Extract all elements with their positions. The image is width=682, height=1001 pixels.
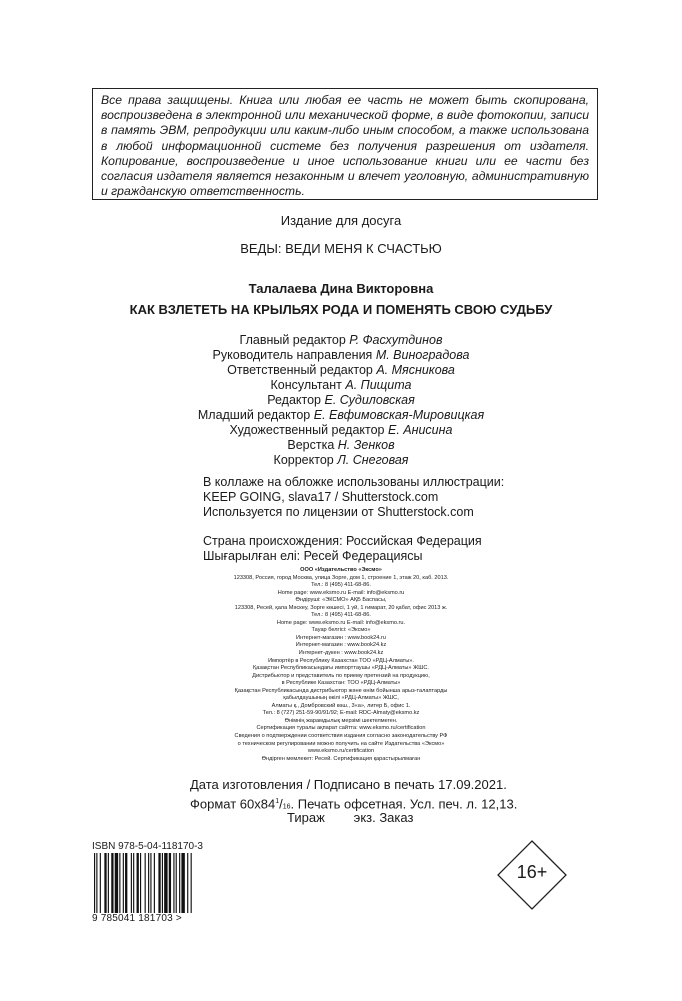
- book-title: КАК ВЗЛЕТЕТЬ НА КРЫЛЬЯХ РОДА И ПОМЕНЯТЬ СВОЮ СУДЬБУ: [129, 302, 553, 317]
- barcode-bar: [154, 853, 155, 913]
- cover-illustration-note: В коллаже на обложке использованы иллюстрации: KEEP GOING, slava17 / Shutterstock.com Используется по лицензии от Shutterstock.com: [203, 475, 505, 519]
- barcode-bar: [131, 853, 132, 913]
- barcode-bar: [148, 853, 149, 913]
- format-line: Формат $60x84^1/16$. Печать офсетная. Усл. печ. л. 12,13.: [190, 796, 518, 812]
- run-order-line: Тираж экз. Заказ: [287, 810, 414, 825]
- barcode-bar: [150, 853, 151, 913]
- credits-list: [0, 333, 682, 468]
- barcode-bar: [191, 853, 192, 913]
- origin-country: Страна происхождения: Российская Федерация Шығарылған елі: Ресей Федерациясы: [203, 534, 482, 563]
- print-date: Дата изготовления / Подписано в печать 17.09.2021.: [190, 777, 507, 792]
- edition-type: Издание для досуга: [280, 213, 402, 228]
- publisher-info: ООО «Издательство «Эксмо» 123308, Россия, город Москва, улица Зорге, дом 1, строение 1, этаж 20, каб. 2013. Тел.: 8 (495) 411-68-86. Home page: www.eksmo.ru E-mail: info@eksmo.ru Өндіруші: «ЭКСМО» АҚБ Баспасы, 123308, Ресей, қала Мәскеу, Зорге көшесі, 1 үй, 1 ғимарат, 20 қабат, офис 2013 ж. Тел.: 8 (495) 411-68-86. Home page: www.eksmo.ru E-mail: info@eksmo.ru. Тауар белгісі: «Эксмо» Интернет-магазин : www.book24.ru Интернет-магазин : www.book24.kz Интернет-дүкен : www.book24.kz Импортёр в Республику Казахстан ТОО «РДЦ-Алматы». Қазақстан Республикасындағы импорттаушы «РДЦ-Алматы» ЖШС. Дистрибьютор и представитель по приему претензий на продукцию, в Республике Казахстан: ТОО «РДЦ-Алматы» Қазақстан Республикасында дистрибьютор және өнім бойынша арыз-талаптарды қабылдаушының өкілі «РДЦ-Алматы» ЖШС, Алматы қ., Домбровский көш., 3«а», литер Б, офис 1. Тел.: 8 (727) 251-59-90/91/92; E-mail: RDC-Almaty@eksmo.kz Өнімнің жарамдылық мерзімі шектелмеген. Сертификация туралы ақпарат сайтта: www.eksmo.ru/certification Сведения о подтверждении соответствия издания согласно законодательству РФ о техническом регулировании можно получить на сайте Издательства «Эксмо» www.eksmo.ru/certification Өндірген мемлекет: Ресей. Сертификация қарастырылмаған: [233, 567, 449, 762]
- barcode-bar: [108, 853, 109, 913]
- age-rating-label: 16+: [516, 862, 548, 882]
- author-name: Талалаева Дина Викторовна: [248, 281, 434, 296]
- credit-line: Младший редактор Е. Евфимовская-Мировицкая: [197, 408, 485, 422]
- rights-notice-text: Все права защищены. Книга или любая ее часть не может быть скопирована, воспроизведена в электронной или механической форме, в виде фотокопии, записи в память ЭВМ, репродукции или каким-либо иным способом, а также использована в любой информационной системе без получения разрешения от издателя. Копирование, воспроизведение и иное использование книги или ее части без согласия издателя является незаконным и влечет уголовную, административную и гражданскую ответственность.: [101, 93, 589, 199]
- barcode-bar: [173, 853, 174, 913]
- barcode-bar: [123, 853, 124, 913]
- barcode-digits: 9 785041 181703 >: [92, 913, 182, 924]
- credit-line: Ответственный редактор А. Мясникова: [227, 363, 455, 377]
- credit-line: Верстка Н. Зенков: [287, 438, 395, 452]
- credit-line: Главный редактор Р. Фасхутдинов: [239, 333, 443, 347]
- barcode-bar: [140, 853, 141, 913]
- credit-line: Руководитель направления М. Виноградова: [212, 348, 470, 362]
- barcode-bar: [125, 853, 127, 913]
- barcode: [94, 853, 224, 913]
- barcode-bar: [187, 853, 188, 913]
- rights-notice-box: [92, 88, 598, 200]
- credit-line: Консультант А. Пищита: [270, 378, 412, 392]
- barcode-bar: [176, 853, 177, 913]
- barcode-bar: [145, 853, 146, 913]
- barcode-bar: [104, 853, 106, 913]
- barcode-bar: [119, 853, 120, 913]
- barcode-bar: [169, 853, 171, 913]
- barcode-bar: [94, 853, 95, 913]
- barcode-bar: [164, 853, 167, 913]
- barcode-bar: [96, 853, 97, 913]
- barcode-bar: [115, 853, 118, 913]
- barcode-bar: [181, 853, 184, 913]
- barcode-bar: [179, 853, 180, 913]
- credit-line: Корректор Л. Снеговая: [273, 453, 409, 467]
- credit-line: Редактор Е. Судиловская: [267, 393, 415, 407]
- barcode-bar: [100, 853, 101, 913]
- barcode-bar: [133, 853, 134, 913]
- barcode-bar: [111, 853, 113, 913]
- isbn-number: ISBN 978-5-04-118170-3: [92, 841, 203, 852]
- series-name: ВЕДЫ: ВЕДИ МЕНЯ К СЧАСТЬЮ: [240, 241, 442, 256]
- barcode-bar: [162, 853, 163, 913]
- barcode-bar: [158, 853, 160, 913]
- credit-line: Художественный редактор Е. Анисина: [229, 423, 453, 437]
- barcode-bar: [137, 853, 139, 913]
